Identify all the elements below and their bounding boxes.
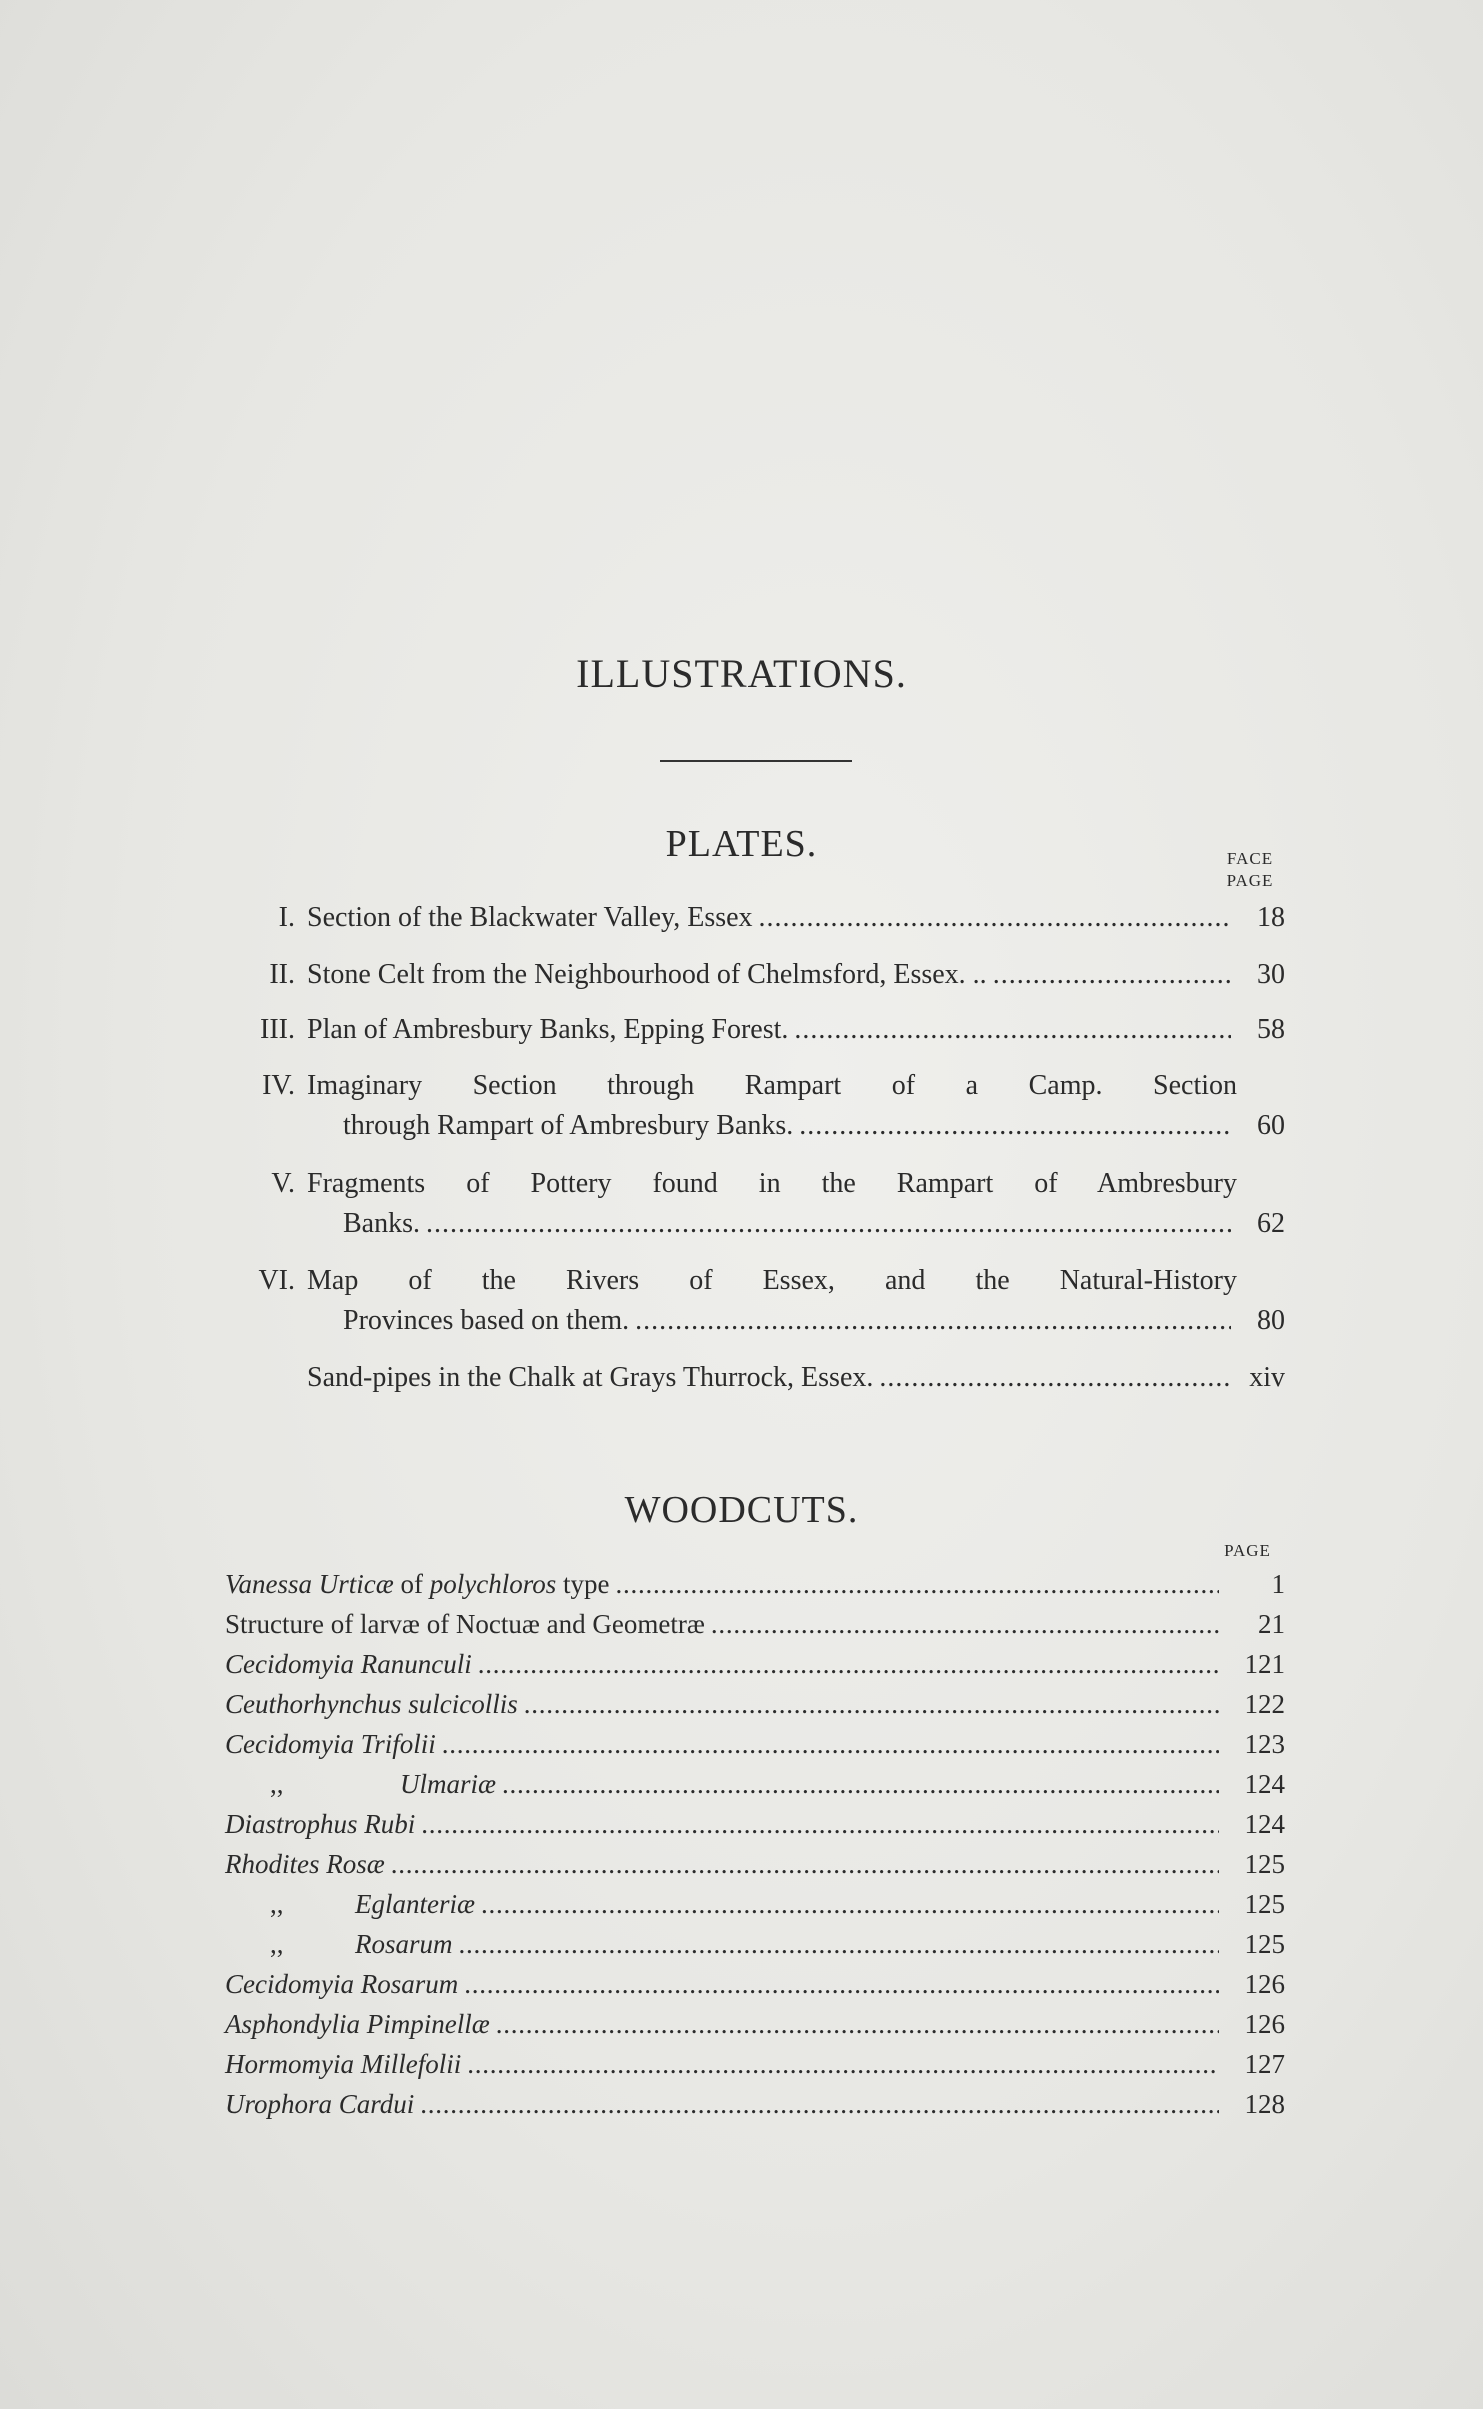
woodcut-title: [225, 1564, 609, 1604]
leader-dots: [502, 1764, 1219, 1804]
plate-number: III.: [260, 1014, 295, 1045]
woodcut-page-number: 124: [1244, 1809, 1285, 1839]
ditto-mark: ,,: [270, 1889, 284, 1919]
plates-page-column-header: [1215, 848, 1285, 892]
plate-number: VI.: [258, 1265, 295, 1296]
leader-dots: [459, 1924, 1219, 1964]
woodcut-title: [225, 1884, 475, 1924]
woodcut-title-italic: polychloros: [429, 1569, 557, 1599]
woodcut-title-italic: Rhodites Rosæ: [225, 1849, 385, 1879]
plates-col-head-page: PAGE: [1226, 871, 1274, 890]
plate-title-line: Map of the Rivers of Essex, and the Natural-History: [307, 1265, 1237, 1296]
woodcut-page-number: 125: [1244, 1929, 1285, 1959]
woodcut-entry: [225, 1764, 1285, 1804]
woodcuts-heading: WOODCUTS.: [624, 1489, 859, 1531]
plate-page-number: 58: [1257, 1014, 1285, 1045]
woodcut-entry: [225, 1964, 1285, 2004]
woodcut-page-number: 21: [1258, 1609, 1285, 1639]
woodcut-entry: [225, 2044, 1285, 2084]
plate-title-line: through Rampart of Ambresbury Banks.: [343, 1110, 794, 1141]
woodcut-page-number: 126: [1244, 2009, 1285, 2039]
woodcut-title: [225, 1724, 436, 1764]
woodcut-page-number: 126: [1244, 1969, 1285, 1999]
woodcut-title: [225, 1844, 385, 1884]
leader-dots: [421, 1804, 1219, 1844]
woodcut-page-number: 128: [1244, 2089, 1285, 2119]
leader-dots: [993, 955, 1231, 995]
plate-page-number: 60: [1257, 1110, 1285, 1141]
woodcut-page-number: 122: [1244, 1689, 1285, 1719]
leader-dots: [635, 1301, 1231, 1341]
leader-dots: [879, 1358, 1231, 1398]
plate-title-line: Fragments of Pottery found in the Rampart of Ambresbury: [307, 1168, 1237, 1199]
woodcut-page-number: 123: [1244, 1729, 1285, 1759]
plate-number: V.: [271, 1168, 295, 1199]
woodcut-title: [225, 1764, 496, 1804]
plate-title-line: Plan of Ambresbury Banks, Epping Forest.: [307, 1014, 789, 1045]
woodcut-page-number: 1: [1271, 1569, 1285, 1599]
woodcut-page-number: 124: [1244, 1769, 1285, 1799]
plate-title-line: Banks.: [343, 1208, 420, 1239]
woodcut-title-text: type: [556, 1569, 610, 1599]
leader-dots: [426, 1204, 1231, 1244]
woodcut-page-number: 127: [1244, 2049, 1285, 2079]
title-rule: [660, 760, 852, 762]
woodcut-title-text: Structure of larvæ of Noctuæ and Geometræ: [225, 1609, 705, 1639]
leader-dots: [496, 2004, 1219, 2044]
woodcut-entry: [225, 1724, 1285, 1764]
woodcut-title-italic: Asphondylia Pimpinellæ: [225, 2009, 490, 2039]
woodcut-title-italic: Hormomyia Millefolii: [225, 2049, 462, 2079]
leader-dots: [524, 1684, 1219, 1724]
woodcut-title: [225, 1804, 415, 1844]
woodcut-title-text: of: [393, 1569, 430, 1599]
woodcuts-list: [225, 1564, 1285, 2124]
plate-title-line: Provinces based on them.: [343, 1305, 630, 1336]
leader-dots: [420, 2084, 1219, 2124]
woodcut-title: [225, 2004, 490, 2044]
woodcut-entry: [225, 2084, 1285, 2124]
plates-heading: PLATES.: [665, 823, 818, 865]
woodcut-page-number: 125: [1244, 1849, 1285, 1879]
leader-dots: [442, 1724, 1219, 1764]
woodcut-title: [225, 1684, 518, 1724]
plate-page-number: 62: [1257, 1208, 1285, 1239]
woodcut-title: [225, 1924, 453, 1964]
woodcut-entry: [225, 1844, 1285, 1884]
woodcut-title-italic: Ceuthorhynchus sulcicollis: [225, 1689, 518, 1719]
leader-dots: [467, 2044, 1219, 2084]
leader-dots: [481, 1884, 1219, 1924]
woodcut-entry: [225, 1564, 1285, 1604]
woodcut-entry: [225, 2004, 1285, 2044]
plate-number: IV.: [262, 1070, 295, 1101]
woodcut-title-italic: Cecidomyia Ranunculi: [225, 1649, 472, 1679]
woodcut-entry: [225, 1604, 1285, 1644]
leader-dots: [391, 1844, 1219, 1884]
woodcut-entry: [225, 1644, 1285, 1684]
plate-page-number: 18: [1257, 902, 1285, 933]
ditto-mark: ,,: [270, 1929, 284, 1959]
woodcut-title: [225, 2084, 414, 2124]
plates-col-head-face: FACE: [1226, 849, 1274, 868]
woodcut-title: [225, 2044, 461, 2084]
plate-page-number: 80: [1257, 1305, 1285, 1336]
plate-number: I.: [278, 902, 295, 933]
woodcut-entry: [225, 1924, 1285, 1964]
woodcuts-page-column-header: PAGE: [1224, 1541, 1271, 1560]
ditto-mark: ,,: [270, 1769, 284, 1799]
woodcut-entry: [225, 1804, 1285, 1844]
woodcut-page-number: 125: [1244, 1889, 1285, 1919]
leader-dots: [799, 1106, 1231, 1146]
woodcut-title: [225, 1964, 458, 2004]
woodcut-title-italic: Cecidomyia Rosarum: [225, 1969, 459, 1999]
leader-dots: [615, 1564, 1219, 1604]
woodcut-title-italic: Eglanteriæ: [355, 1889, 475, 1919]
woodcut-title-italic: Vanessa Urticæ: [225, 1569, 394, 1599]
leader-dots: [478, 1644, 1219, 1684]
woodcut-title-italic: Urophora Cardui: [225, 2089, 415, 2119]
woodcut-title-italic: Rosarum: [355, 1929, 453, 1959]
woodcut-title-italic: Cecidomyia Trifolii: [225, 1729, 436, 1759]
woodcut-page-number: 121: [1244, 1649, 1285, 1679]
leader-dots: [464, 1964, 1219, 2004]
woodcut-title: [225, 1604, 705, 1644]
woodcut-title-italic: Diastrophus Rubi: [225, 1809, 416, 1839]
leader-dots: [711, 1604, 1219, 1644]
plate-title-line: Imaginary Section through Rampart of a Camp. Section: [307, 1070, 1237, 1101]
leader-dots: [794, 1010, 1231, 1050]
leader-dots: [759, 898, 1231, 938]
plate-title-line: Stone Celt from the Neighbourhood of Chelmsford, Essex. ..: [307, 959, 987, 990]
woodcut-entry: [225, 1884, 1285, 1924]
woodcut-entry: [225, 1684, 1285, 1724]
woodcut-title: [225, 1644, 472, 1684]
page-title: ILLUSTRATIONS.: [576, 651, 907, 696]
plate-page-number: 30: [1257, 959, 1285, 990]
plate-page-number: xiv: [1249, 1362, 1285, 1393]
plate-title-line: Section of the Blackwater Valley, Essex: [307, 902, 753, 933]
woodcut-title-italic: Ulmariæ: [400, 1769, 497, 1799]
plate-number: II.: [269, 959, 295, 990]
plate-title-line: Sand-pipes in the Chalk at Grays Thurrock, Essex.: [307, 1362, 874, 1393]
